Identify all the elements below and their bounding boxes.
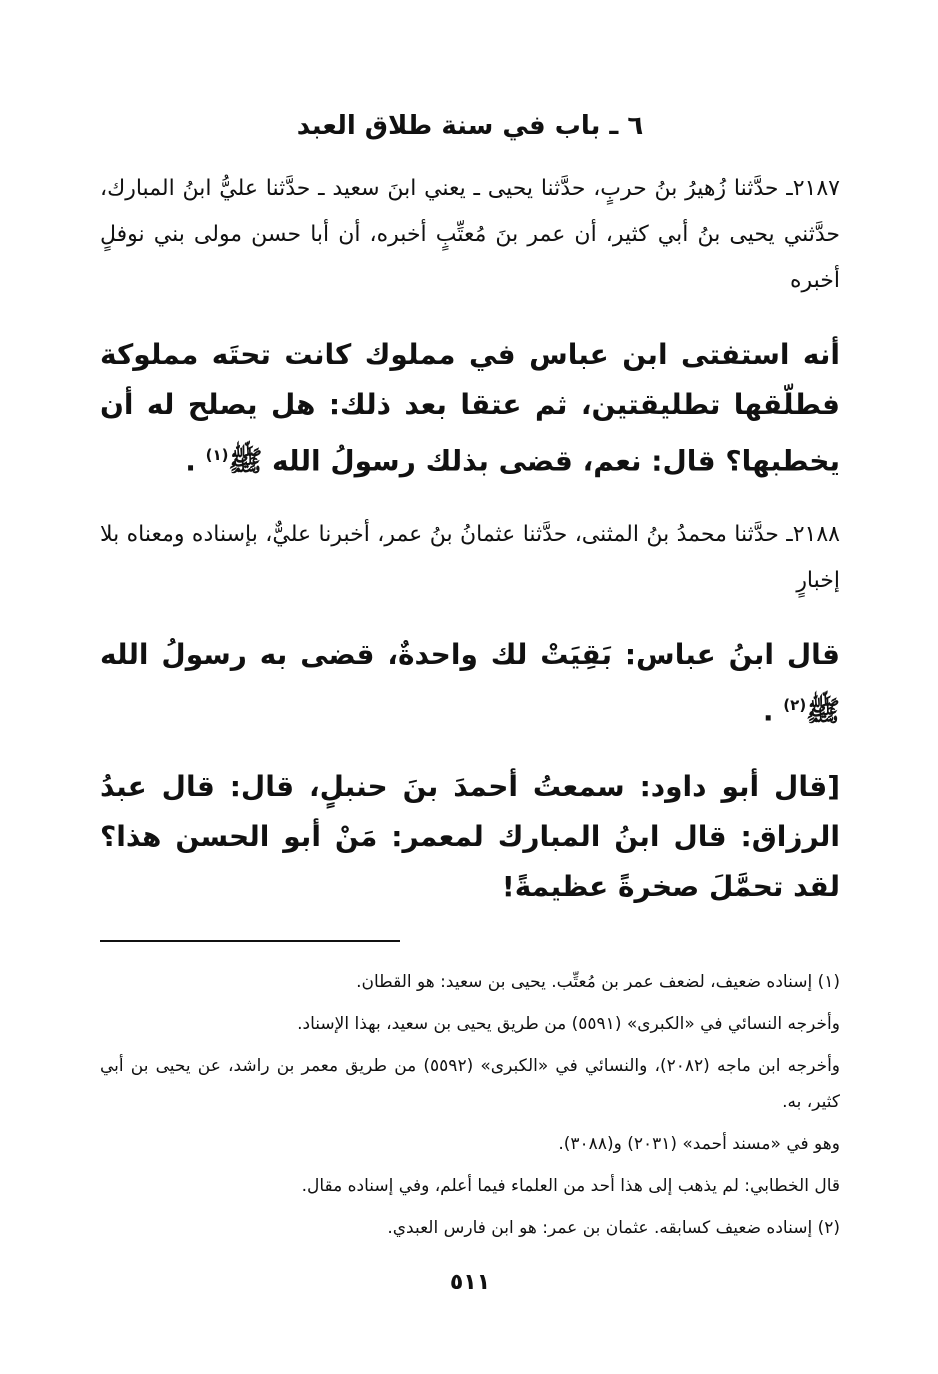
- footnote-line: قال الخطابي: لم يذهب إلى هذا أحد من العلماء فيما أعلم، وفي إسناده مقال.: [301, 1176, 840, 1197]
- chapter-title: ٦ ـ باب في سنة طلاق العبد: [296, 111, 644, 141]
- footnote-marker-2: (٢): [783, 696, 807, 715]
- hadith-2188-matn-text: قال ابنُ عباس: بَقِيَتْ لك واحدةٌ، قضى به رسولُ الله ﷺ: [100, 638, 840, 728]
- footnote-line: وهو في «مسند أحمد» (٢٠٣١) و(٣٠٨٨).: [558, 1134, 840, 1155]
- hadith-2187-end: .: [185, 444, 206, 478]
- footnote-line: (٢) إسناده ضعيف كسابقه. عثمان بن عمر: هو ابن فارس العبدي.: [387, 1218, 840, 1239]
- hadith-2188-matn: [100, 630, 840, 736]
- footnote-divider: [100, 940, 400, 942]
- hadith-2188-end: .: [762, 694, 784, 728]
- hadith-2187-isnad: ٢١٨٧ـ حدَّثنا زُهيرُ بنُ حربٍ، حدَّثنا يحيى ـ يعني ابنَ سعيد ـ حدَّثنا عليُّ ابنُ المبارك، حدَّثني يحيى بنُ أبي كثير، أن عمر بنَ مُعتِّبٍ أخبره، أن أبا حسن مولى بني نوفلٍ أخبره: [100, 175, 840, 293]
- book-page: [100, 110, 840, 1295]
- footnote-line: وأخرجه ابن ماجه (٢٠٨٢)، والنسائي في «الكبرى» (٥٥٩٢) من طريق معمر بن راشد، عن يحيى بن أبي كثير، به.: [100, 1056, 841, 1113]
- footnote-line: وأخرجه النسائي في «الكبرى» (٥٥٩١) من طريق يحيى بن سعيد، بهذا الإسناد.: [297, 1014, 840, 1035]
- footnotes: [100, 964, 840, 1246]
- footnote-marker-1: (١): [205, 445, 229, 464]
- page-number: ٥١١: [449, 1270, 491, 1296]
- footnote-line: (١) إسناده ضعيف، لضعف عمر بن مُعتِّب. يحيى بن سعيد: هو القطان.: [356, 972, 840, 993]
- abu-dawud-note: [قال أبو داود: سمعتُ أحمدَ بنَ حنبلٍ، قال: قال عبدُ الرزاق: قال ابنُ المبارك لمعمر: مَنْ أبو الحسن هذا؟ لقد تحمَّلَ صخرةً عظيمةً!: [100, 770, 840, 904]
- hadith-2187-matn-text: أنه استفتى ابن عباس في مملوك كانت تحتَه مملوكة فطلّقها تطليقتين، ثم عتقا بعد ذلك: هل يصلح له أن يخطبها؟ قال: نعم، قضى بذلك رسولُ الله ﷺ: [100, 337, 840, 478]
- hadith-2187-matn: [100, 330, 840, 486]
- hadith-2188-isnad: ٢١٨٨ـ حدَّثنا محمدُ بنُ المثنى، حدَّثنا عثمانُ بنُ عمر، أخبرنا عليٌّ، بإسناده ومعناه بلا إخبارٍ: [100, 522, 840, 594]
